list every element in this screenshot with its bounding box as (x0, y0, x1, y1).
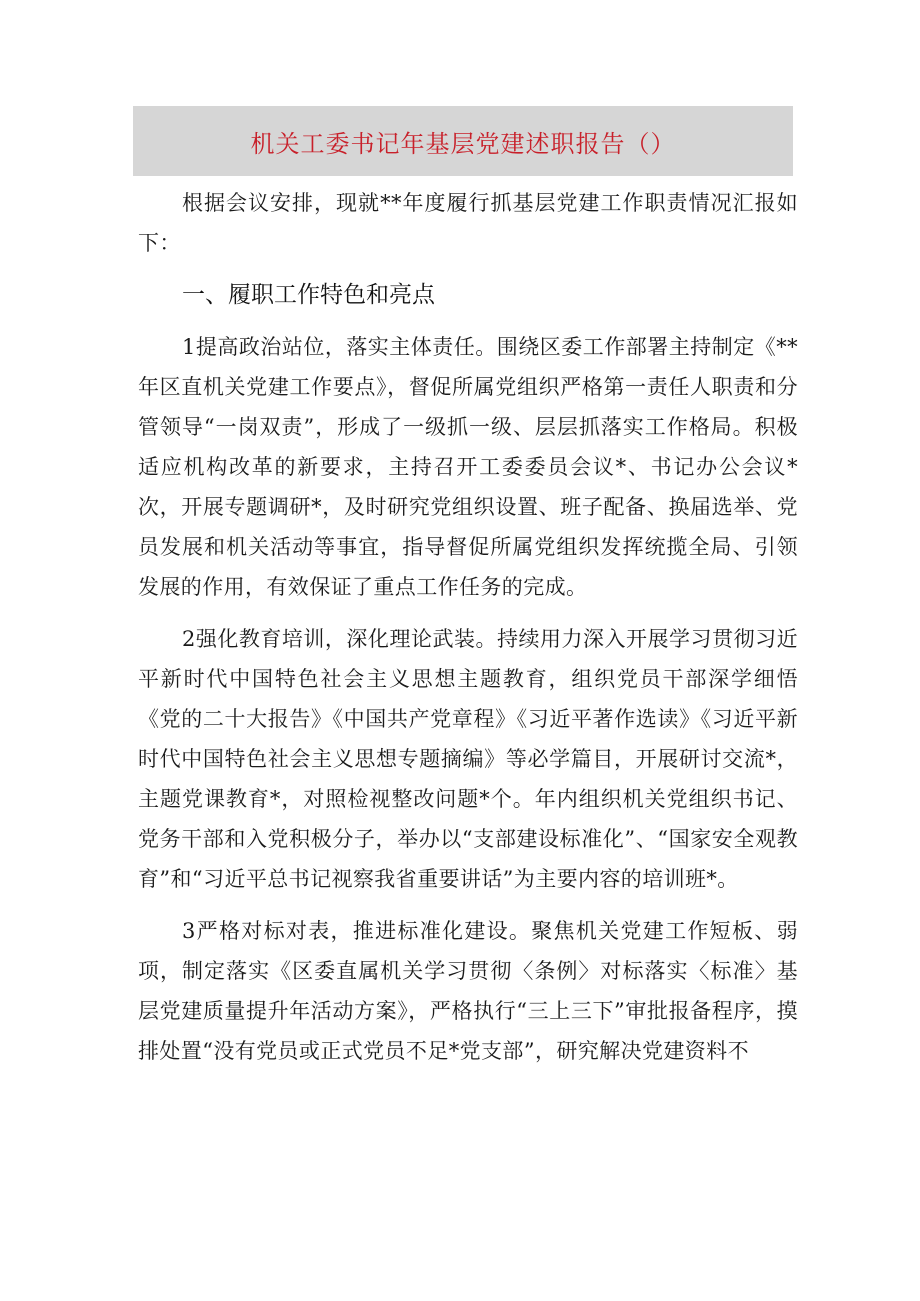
document-title: 机关工委书记年基层党建述职报告（） (250, 129, 676, 158)
intro-paragraph: 根据会议安排，现就**年度履行抓基层党建工作职责情况汇报如下： (138, 191, 798, 255)
title-banner (133, 106, 793, 176)
paragraph-2: 2强化教育培训，深化理论武装。持续用力深入开展学习贯彻习近平新时代中国特色社会主义思想主题教育，组织党员干部深学细悟《党的二十大报告》《中国共产党章程》《习近平著作选读》《习近平新时代中国特色社会主义思想专题摘编》等必学篇目，开展研讨交流*，主题党课教育*，对照检视整改问题*个。年内组织机关党组织书记、党务干部和入党积极分子，举办以“支部建设标准化”、“国家安全观教育”和“习近平总书记视察我省重要讲话”为主要内容的培训班*。 (138, 627, 798, 891)
paragraph-1: 1提高政治站位，落实主体责任。围绕区委工作部署主持制定《**年区直机关党建工作要点》，督促所属党组织严格第一责任人职责和分管领导“一岗双责”，形成了一级抓一级、层层抓落实工作格局。积极适应机构改革的新要求，主持召开工委委员会议*、书记办公会议*次，开展专题调研*，及时研究党组织设置、班子配备、换届选举、党员发展和机关活动等事宜，指导督促所属党组织发挥统揽全局、引领发展的作用，有效保证了重点工作任务的完成。 (138, 335, 798, 599)
document-body (138, 183, 798, 1083)
paragraph-3: 3严格对标对表，推进标准化建设。聚焦机关党建工作短板、弱项，制定落实《区委直属机关学习贯彻〈条例〉对标落实〈标准〉基层党建质量提升年活动方案》，严格执行“三上三下”审批报备程序，摸排处置“没有党员或正式党员不足*党支部”，研究解决党建资料不 (138, 919, 798, 1063)
section-heading: 一、履职工作特色和亮点 (182, 282, 435, 308)
